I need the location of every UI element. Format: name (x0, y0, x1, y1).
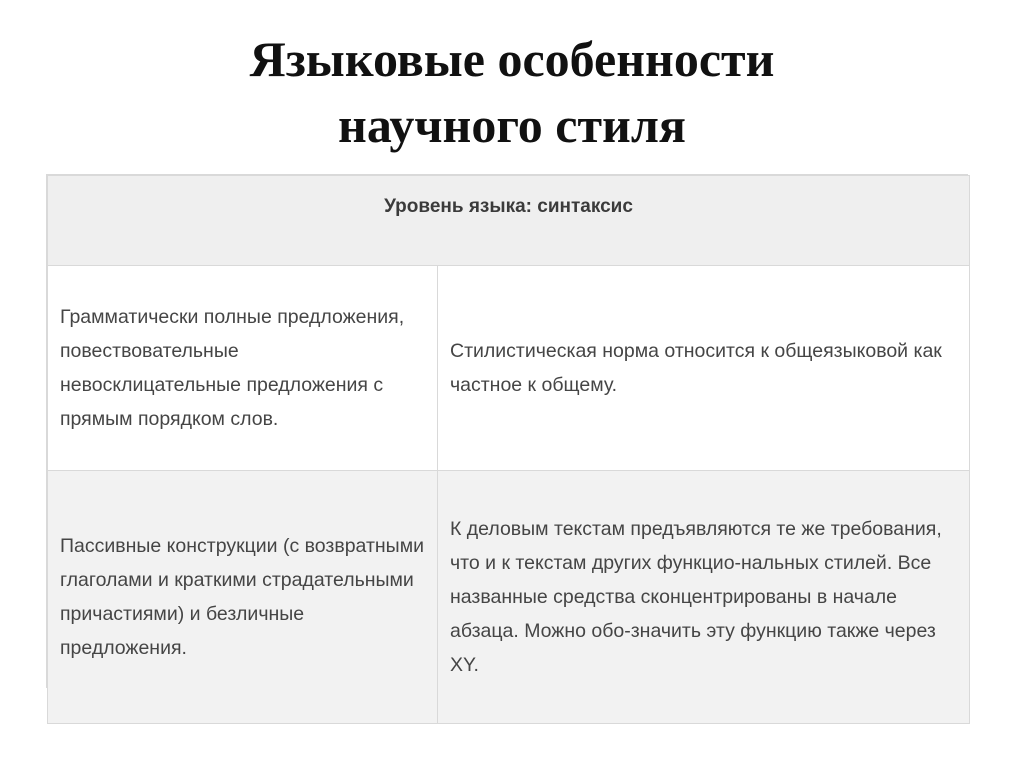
syntax-table-grid (47, 175, 970, 724)
table-cell-right: К деловым текстам предъявляются те же требования, что и к текстам других функцио-нальных стилей. Все названные средства сконцентрированы в начале абзаца. Можно обо-значить эту функцию также через XY. (438, 471, 970, 724)
table-row (48, 471, 970, 724)
table-header-row (48, 176, 970, 266)
table-header-cell: Уровень языка: синтаксис (48, 176, 970, 266)
slide-title (0, 26, 1024, 158)
table-cell-left: Грамматически полные предложения, повествовательные невосклицательные предложения с прямым порядком слов. (48, 266, 438, 471)
table-cell-right: Стилистическая норма относится к общеязыковой как частное к общему. (438, 266, 970, 471)
table-row (48, 266, 970, 471)
slide-title-line-1: Языковые особенности (249, 31, 775, 87)
table-cell-left: Пассивные конструкции (с возвратными глаголами и краткими страдательными причастиями) и безличные предложения. (48, 471, 438, 724)
slide-title-line-2: научного стиля (338, 97, 686, 153)
syntax-table (46, 174, 968, 688)
